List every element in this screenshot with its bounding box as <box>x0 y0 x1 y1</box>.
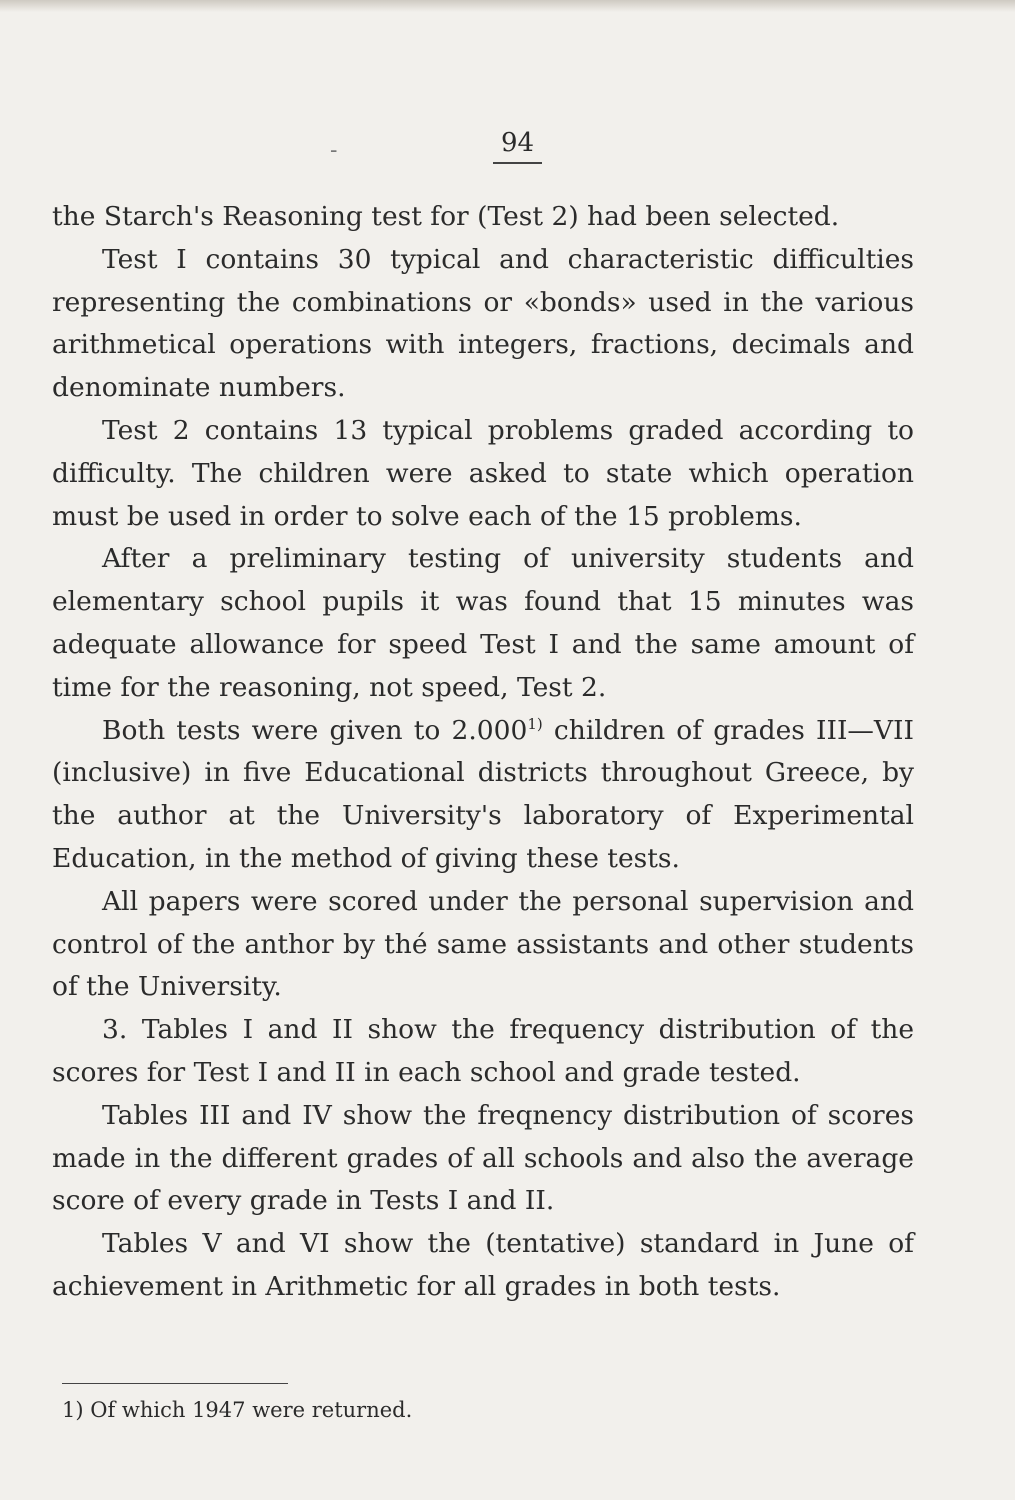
paragraph-6: All papers were scored under the personal supervision and control of the anthor by thé same assistants and other students of the University. <box>52 885 914 1003</box>
page-edge-shadow <box>0 0 1015 12</box>
paragraph-4: After a preliminary testing of university students and elementary school pupils it was found that 15 minutes was adequate allowance for speed Test I and the same amount of time for the reasoning, not speed, Test 2. <box>52 543 914 703</box>
page-number: 94 <box>493 128 542 164</box>
paragraph-7: 3. Tables I and II show the frequency distribution of the scores for Test I and II in each school and grade tested. <box>52 1014 914 1088</box>
body-text <box>52 196 914 1309</box>
page-header <box>0 128 1015 164</box>
paragraph-5-text-after: children of grades III—VII (inclusive) in five Educational districts throughout Greece, by the author at the University's laboratory of Experimental Education, in the method of giving these tests. <box>52 714 914 874</box>
paragraph-8: Tables III and IV show the freqnency distribution of scores made in the different grades of all schools and also the average score of every grade in Tests I and II. <box>52 1099 914 1217</box>
footnote-divider <box>62 1383 288 1384</box>
paragraph-3: Test 2 contains 13 typical problems graded according to difficulty. The children were asked to state which operation must be used in order to solve each of the 15 problems. <box>52 414 914 532</box>
footnote-reference: 1) <box>527 714 543 733</box>
footnote: 1) Of which 1947 were returned. <box>62 1398 413 1422</box>
paragraph-5-text-before: Both tests were given to 2.000 <box>102 714 528 746</box>
paragraph-1: the Starch's Reasoning test for (Test 2) had been selected. <box>52 201 840 232</box>
paragraph-5 <box>52 710 914 881</box>
paragraph-9: Tables V and VI show the (tentative) standard in June of achievement in Arithmetic for all grades in both tests. <box>52 1228 914 1302</box>
paragraph-2: Test I contains 30 typical and characteristic difficulties representing the combinations or «bonds» used in the various arithmetical operations with integers, fractions, decimals and denominate numbers. <box>52 243 914 404</box>
header-dash: - <box>330 138 338 163</box>
